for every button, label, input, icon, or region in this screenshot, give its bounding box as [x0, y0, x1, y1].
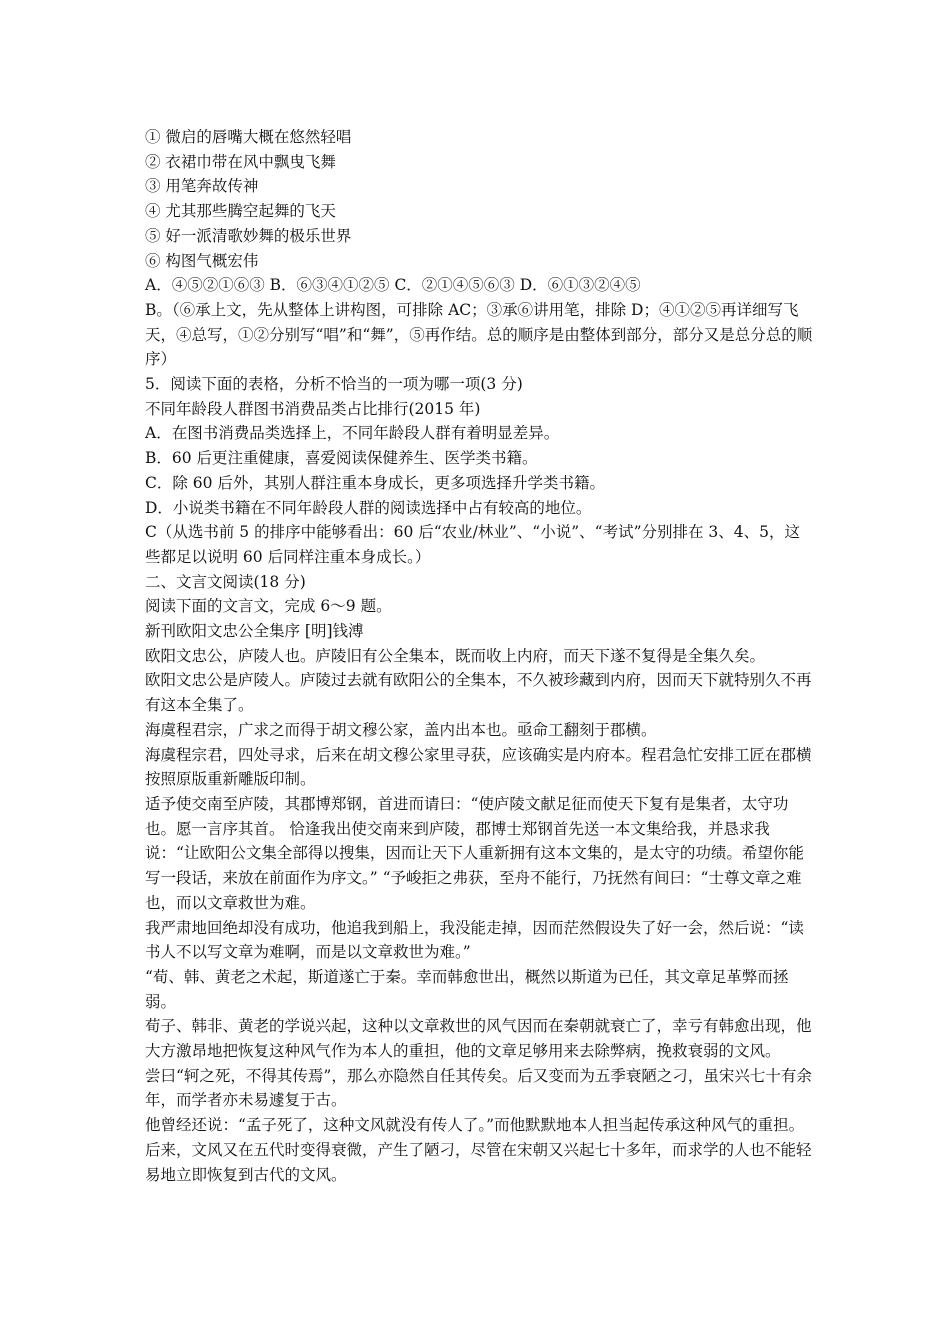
question-5-heading: 5．阅读下面的表格，分析不恰当的一项为哪一项(3 分) [145, 375, 523, 394]
question-5-option-a: A．在图书消费品类选择上，不同年龄段人群有着明显差异。 [145, 424, 560, 443]
option-item-5: ⑤ 好一派清歌妙舞的极乐世界 [145, 226, 352, 245]
option-item-4: ④ 尤其那些腾空起舞的飞天 [145, 202, 336, 221]
question-5-option-d: D．小说类书籍在不同年龄段人群的阅读选择中占有较高的地位。 [145, 498, 592, 517]
passage-paragraph: “荀、韩、黄老之术起，斯道遂亡于秦。幸而韩愈世出，概然以斯道为已任，其文章足革弊而拯弱。 [145, 967, 789, 1011]
option-item-2: ② 衣裙巾带在风中飘曳飞舞 [145, 152, 336, 171]
answer-explanation: B。（⑥承上文，先从整体上讲构图，可排除 AC；③承⑥讲用笔，排除 D；④①②⑤再详细写飞天，④总写，①②分别写“唱”和“舞”，⑤再作结。总的顺序是由整体到部分，部分又是总分总的顺序） [145, 300, 813, 369]
passage-paragraph: 尝曰“轲之死，不得其传焉”，那么亦隐然自任其传矣。后又变而为五季衰陋之刁，虽宋兴七十有余年，而学者亦未易遽复于古。 [145, 1066, 812, 1110]
translation-paragraph: 他曾经还说：“孟子死了，这种文风就没有传人了。”而他默默地本人担当起传承这种风气的重担。后来，文风又在五代时变得衰微，产生了陋刁，尽管在宋朝又兴起七十多年，而求学的人也不能轻易地立即恢复到古代的文风。 [145, 1116, 812, 1184]
passage-paragraph: 海虞程君宗，广求之而得于胡文穆公家，盖内出本也。亟命工翻刻于郡横。 [145, 720, 657, 739]
option-item-3: ③ 用笔奔故传神 [145, 177, 259, 196]
passage-paragraph: 欧阳文忠公，庐陵人也。庐陵旧有公全集本，既而收上内府，而天下遂不复得是全集久矣。 [145, 646, 766, 665]
question-5-option-b: B．60 后更注重健康，喜爱阅读保健养生、医学类书籍。 [145, 449, 538, 468]
translation-paragraph: 海虞程宗君，四处寻求，后来在胡文穆公家里寻获，应该确实是内府本。程君急忙安排工匠在郡横按照原版重新雕版印制。 [145, 745, 812, 789]
table-caption: 不同年龄段人群图书消费品类占比排行(2015 年) [145, 399, 481, 418]
translation-paragraph: 我严肃地回绝却没有成功，他追我到船上，我没能走掉，因而茫然假设失了好一会，然后说：“读书人不以写文章为难啊，而是以文章救世为难。” [145, 918, 804, 962]
section-heading: 二、文言文阅读(18 分) [145, 572, 306, 591]
answer-choices: A．④⑤②①⑥③ B．⑥③④①②⑤ C．②①④⑤⑥③ D．⑥①③②④⑤ [145, 276, 641, 295]
option-item-1: ① 微启的唇嘴大概在悠然轻唱 [145, 128, 352, 146]
passage-paragraph: 适予使交南至庐陵，其郡博郑钢，首进而请曰：“使庐陵文献足征而使天下复有是集者，太守功也。愿一言序其首。 恰逢我出使交南来到庐陵，郡博士郑钢首先送一本文集给我，并恳求我说：“让欧阳公文集全部得以搜集，因而让天下人重新拥有这本文集的，是太守的功绩。希望你能写一段话，来放在前面作为序文。” “予峻拒之弗获，至舟不能行，乃抚然有间曰：“士尊文章之难也，而以文章救世为难。 [145, 794, 804, 912]
question-5-option-c: C．除 60 后外，其别人群注重本身成长，更多项选择升学类书籍。 [145, 473, 605, 492]
question-5-answer: C（从选书前 5 的排序中能够看出：60 后“农业/林业”、“小说”、“考试”分别排在 3、4、5，这些都足以说明 60 后同样注重本身成长。） [145, 523, 801, 566]
translation-paragraph: 欧阳文忠公是庐陵人。庐陵过去就有欧阳公的全集本，不久被珍藏到内府，因而天下就特别久不再有这本全集了。 [145, 671, 812, 715]
reading-instruction: 阅读下面的文言文，完成 6～9 题。 [145, 597, 392, 616]
passage-title: 新刊欧阳文忠公全集序 [明]钱溥 [145, 622, 364, 641]
document-body [145, 125, 815, 1187]
translation-paragraph: 荀子、韩非、黄老的学说兴起，这种以文章救世的风气因而在秦朝就衰亡了，幸亏有韩愈出现，他大方激昂地把恢复这种风气作为本人的重担，他的文章足够用来去除弊病，挽救衰弱的文风。 [145, 1017, 812, 1061]
option-item-6: ⑥ 构图气概宏伟 [145, 251, 259, 270]
